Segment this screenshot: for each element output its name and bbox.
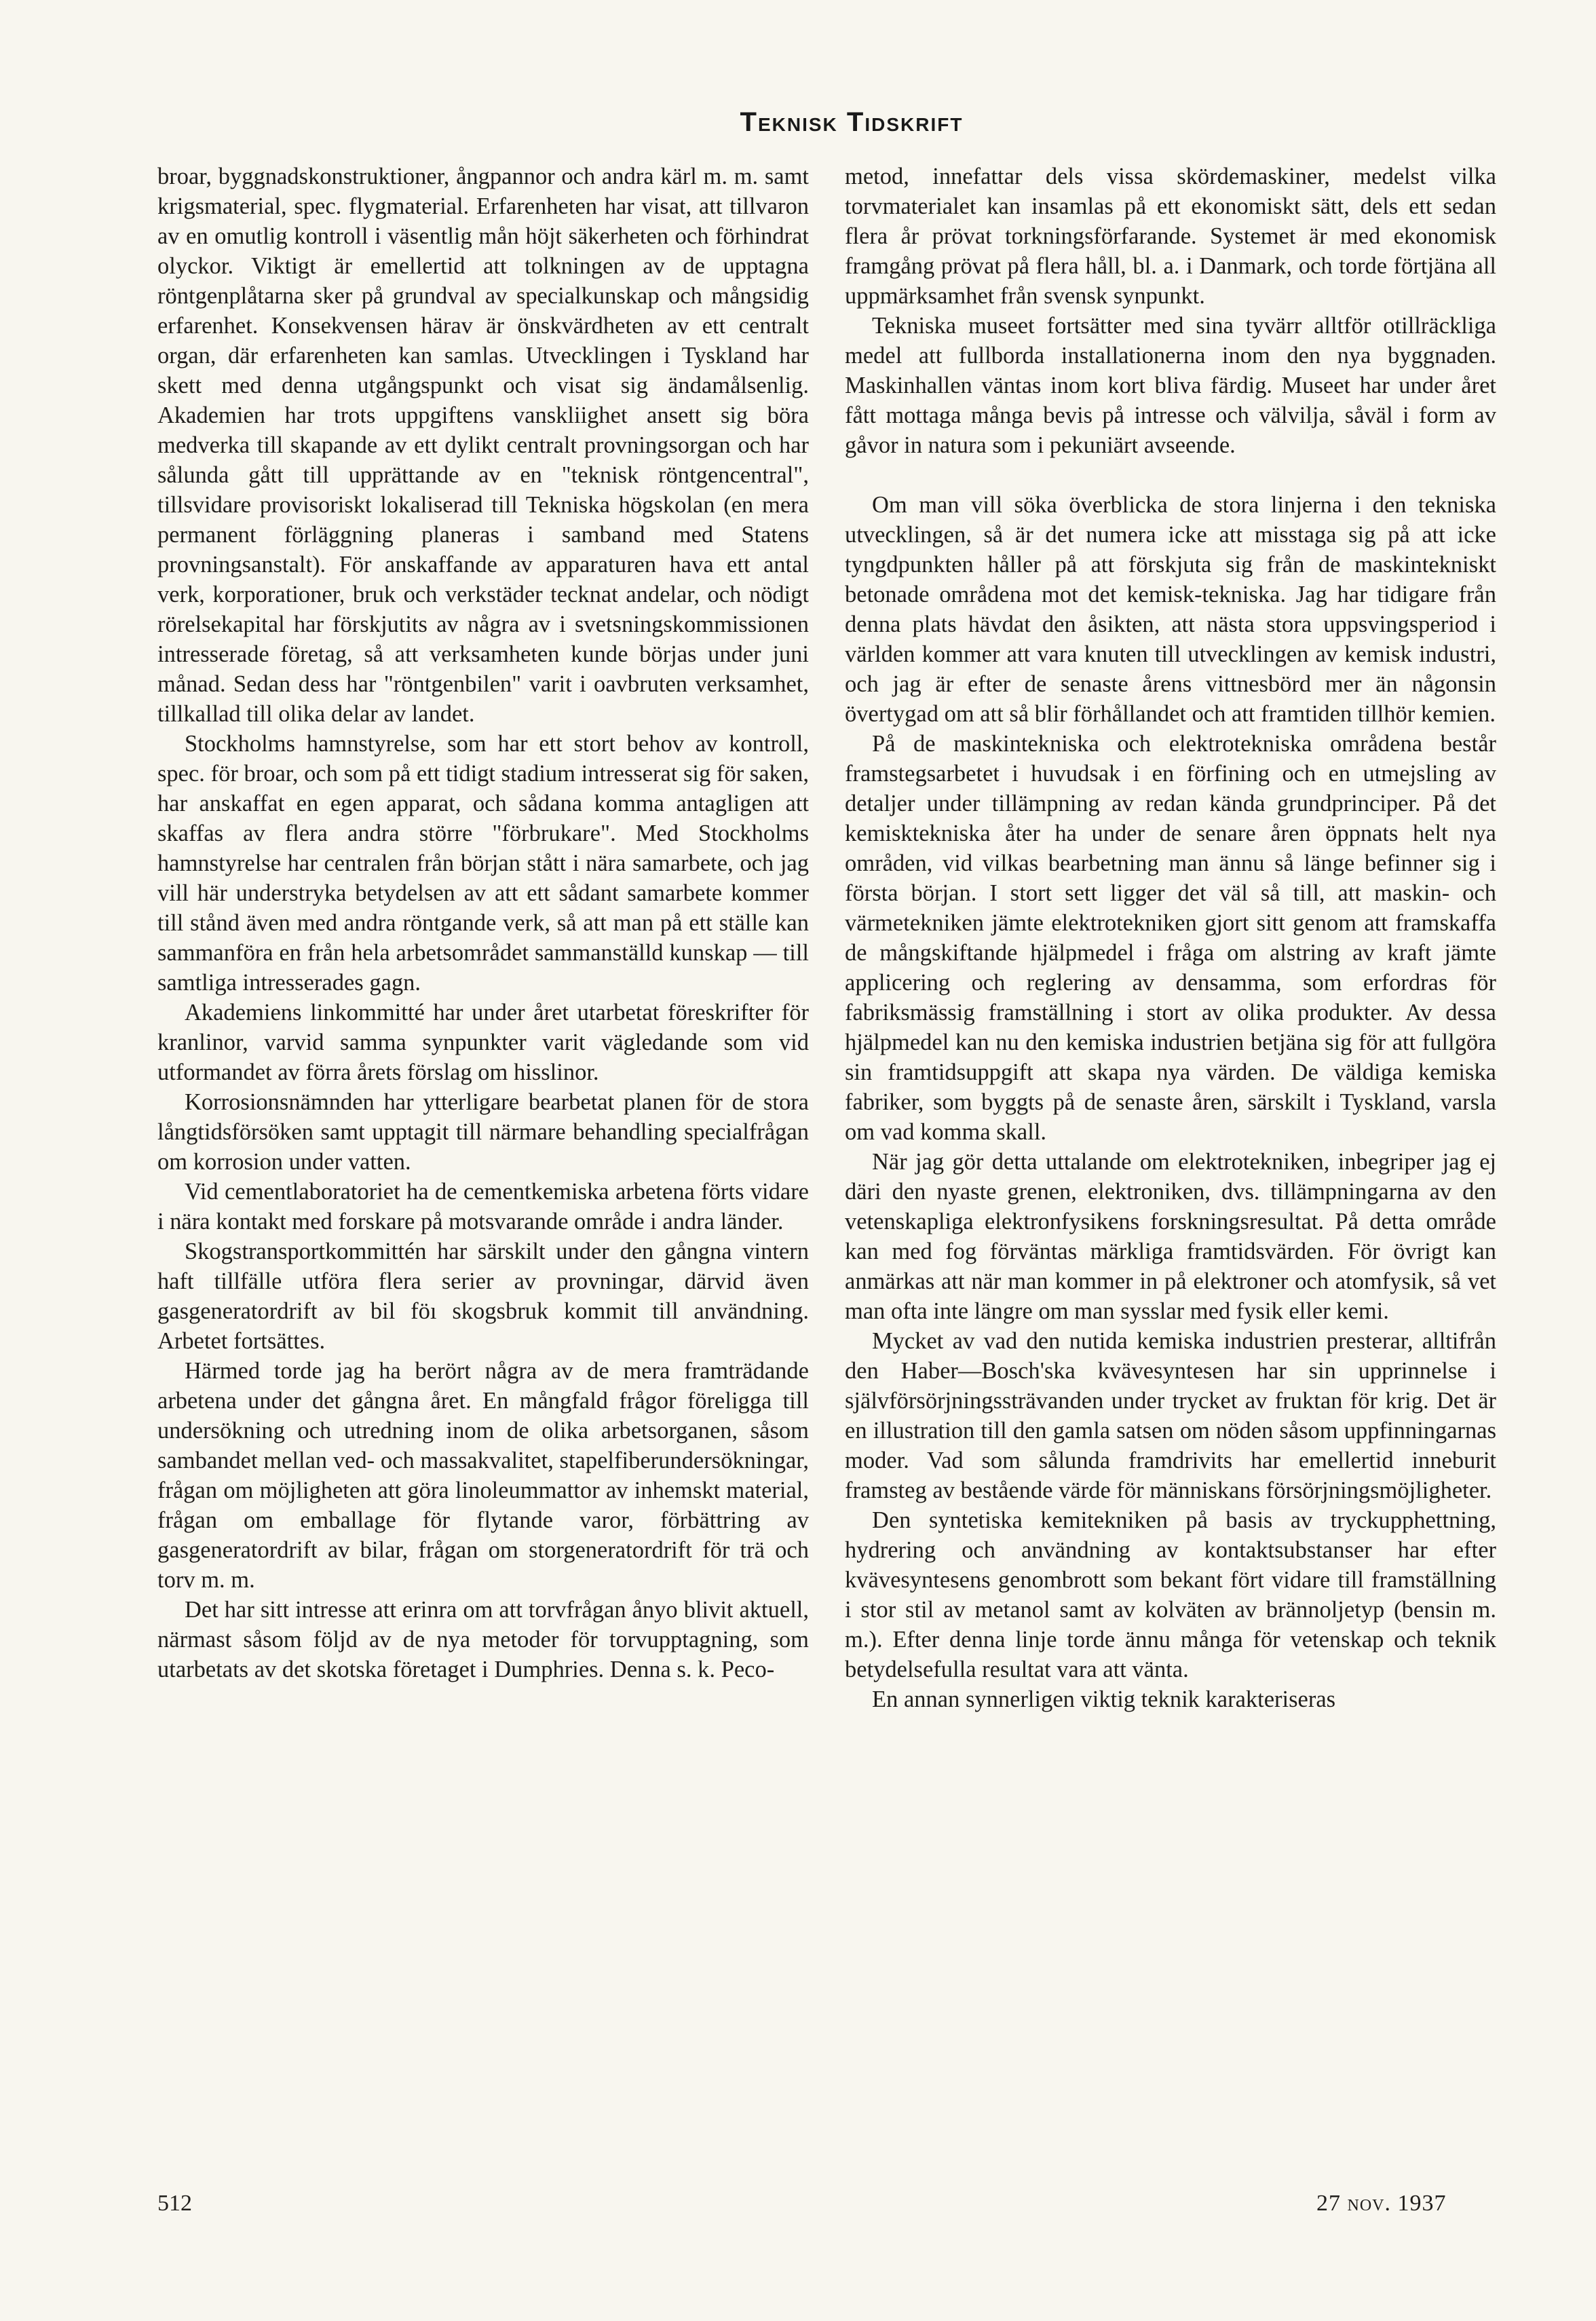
paragraph: Skogstransportkommittén har särskilt under den gångna vintern haft tillfälle utföra flera serier av provningar, därvid även gasgeneratordrift av bil föı skogsbruk kommit till användning. Arbetet fortsättes. (157, 1239, 809, 1354)
section-break (845, 460, 1496, 490)
issue-date-year: 1937 (1397, 2191, 1447, 2216)
paragraph: metod, innefattar dels vissa skördemaskiner, medelst vilka torvmaterialet kan insamlas på ett ekonomiskt sätt, dels ett sedan flera år prövat torkningsförfarande. Systemet är med ekonomisk framgång prövat på flera håll, bl. a. i Danmark, och torde förtjäna all uppmärksamhet från svensk synpunkt. (845, 164, 1496, 309)
paragraph: På de maskintekniska och elektrotekniska områdena består framstegsarbetet i huvudsak i en förfining och en utmejsling av detaljer under tillämpning av redan kända grundprinciper. På det kemisktekniska åter ha under de senare åren öppnats helt nya områden, vid vilkas bearbetning man ännu så länge befinner sig i första början. I stort sett ligger det väl så till, att maskin- och värmetekniken jämte elektrotekniken gjort sitt genom att framskaffa de mångskiftande hjälpmedel i fråga om alstring av kraft jämte applicering och reglering av densamma, som erfordras för fabriksmässig framställning i stort av olika produkter. Av dessa hjälpmedel kan nu den kemiska industrien betjäna sig för att fullgöra sin framtidsuppgift att skapa nya värden. De väldiga kemiska fabriker, som byggts på de senaste åren, särskilt i Tyskland, varsla om vad komma skall. (845, 731, 1496, 1145)
right-column (845, 162, 1496, 1714)
paragraph: broar, byggnadskonstruktioner, ångpannor och andra kärl m. m. samt krigsmaterial, spec. flygmaterial. Erfarenheten har visat, att tillvaron av en omutlig kontroll i väsentlig mån höjt säkerheten och förhindrat olyckor. Viktigt är emellertid att tolkningen av de upptagna röntgenplåtarna sker på grundval av specialkunskap och mångsidig erfarenhet. Konsekvensen härav är önskvärdheten av ett centralt organ, där erfarenheten kan samlas. Utvecklingen i Tyskland har skett med denna utgångspunkt och visat sig ändamålsenlig. Akademien har trots uppgiftens vanskliighet ansett sig böra medverka till skapande av ett dylikt centralt provningsorgan och har sålunda gått till upprättande av en "teknisk röntgencentral", tillsvidare provisoriskt lokaliserad till Tekniska högskolan (en mera permanent förläggning planeras i samband med Statens provningsanstalt). För anskaffande av apparaturen hava ett antal verk, korporationer, bruk och verkstäder tecknat andelar, och nödigt rörelsekapital har förskjutits av några av i svetsningskommissionen intresserade företag, så att verksamheten kunde börjas under juni månad. Sedan dess har "röntgenbilen" varit i oavbruten verksamhet, tillkallad till olika delar av landet. (157, 164, 809, 727)
page-number: 512 (157, 2191, 192, 2216)
issue-date-month: nov. (1347, 2191, 1391, 2216)
paragraph: En annan synnerligen viktig teknik karakteriseras (872, 1686, 1336, 1712)
journal-title: Teknisk Tidskrift (740, 107, 964, 137)
paragraph: Korrosionsnämnden har ytterligare bearbetat planen för de stora långtidsförsöken samt upptagit till närmare behandling specialfrågan om korrosion under vatten. (157, 1089, 809, 1175)
paragraph: Mycket av vad den nutida kemiska industrien presterar, alltifrån den Haber—Bosch'ska kvävesyntesen har sin upprinnelse i självförsörjningssträvanden under trycket av fruktan för krig. Det är en illustration till den gamla satsen om nöden såsom uppfinningarnas moder. Vad som sålunda framdrivits har emellertid inneburit framsteg av bestående värde för människans försörjningsmöjligheter. (845, 1328, 1496, 1503)
left-column (157, 162, 809, 1684)
paragraph: Om man vill söka överblicka de stora linjerna i den tekniska utvecklingen, så är det numera icke att misstaga sig på att icke tyngdpunkten håller på att förskjuta sig från de maskintekniskt betonade områdena mot det kemisk-tekniska. Jag har tidigare från denna plats hävdat den åsikten, att nästa stora uppsvingsperiod i världen kommer att vara knuten till utvecklingen av kemisk industri, och jag är efter de senaste årens vittnesbörd mer än någonsin övertygad om att så blir förhållandet och att framtiden tillhör kemien. (845, 492, 1496, 727)
paragraph: Tekniska museet fortsätter med sina tyvärr alltför otillräckliga medel att fullborda installationerna inom den nya byggnaden. Maskinhallen väntas inom kort bliva färdig. Museet har under året fått mottaga många bevis på intresse och välvilja, såväl i form av gåvor in natura som i pekuniärt avseende. (845, 313, 1496, 458)
paragraph: Akademiens linkommitté har under året utarbetat föreskrifter för kranlinor, varvid samma synpunkter varit vägledande som vid utformandet av förra årets förslag om hisslinor. (157, 1000, 809, 1085)
paragraph: När jag gör detta uttalande om elektrotekniken, inbegriper jag ej däri den nyaste grenen, elektroniken, dvs. tillämpningarna av den vetenskapliga elektronfysikens forskningsresultat. På detta område kan med fog förväntas märkliga framtidsvärden. För övrigt kan anmärkas att när man kommer in på elektroner och atomfysik, så vet man ofta inte längre om man sysslar med fysik eller kemi. (845, 1149, 1496, 1324)
issue-date (1316, 2191, 1447, 2216)
paragraph: Den syntetiska kemitekniken på basis av tryckupphettning, hydrering och användning av kontaktsubstanser har efter kvävesyntesens genombrott som bekant fört vidare till framställning i stor stil av metanol samt av kolväten av brännoljetyp (bensin m. m.). Efter denna linje torde ännu många för vetenskap och teknik betydelsefulla resultat vara att vänta. (845, 1507, 1496, 1682)
issue-date-day: 27 (1316, 2191, 1341, 2216)
paragraph: Vid cementlaboratoriet ha de cementkemiska arbetena förts vidare i nära kontakt med forskare på motsvarande område i andra länder. (157, 1179, 809, 1234)
paragraph: Stockholms hamnstyrelse, som har ett stort behov av kontroll, spec. för broar, och som på ett tidigt stadium intresserat sig för saken, har anskaffat en egen apparat, och sådana komma antagligen att skaffas av flera andra större "förbrukare". Med Stockholms hamnstyrelse har centralen från början stått i nära samarbete, och jag vill här understryka betydelsen av att ett sådant samarbete kommer till stånd även med andra röntgande verk, så att man på ett ställe kan sammanföra en från hela arbetsområdet sammanställd kunskap — till samtliga intresserades gagn. (157, 731, 809, 996)
paragraph: Härmed torde jag ha berört några av de mera framträdande arbetena under det gångna året. En mångfald frågor föreligga till undersökning och utredning inom de olika arbetsorganen, såsom sambandet mellan ved- och massakvalitet, stapelfiberundersökningar, frågan om möjligheten att göra linoleummattor av inhemskt material, frågan om emballage för flytande varor, förbättring av gasgeneratordrift av bilar, frågan om storgeneratordrift för trä och torv m. m. (157, 1358, 809, 1593)
paragraph: Det har sitt intresse att erinra om att torvfrågan ånyo blivit aktuell, närmast såsom följd av de nya metoder för torvupptagning, som utarbetats av det skotska företaget i Dumphries. Denna s. k. Peco- (157, 1597, 809, 1682)
